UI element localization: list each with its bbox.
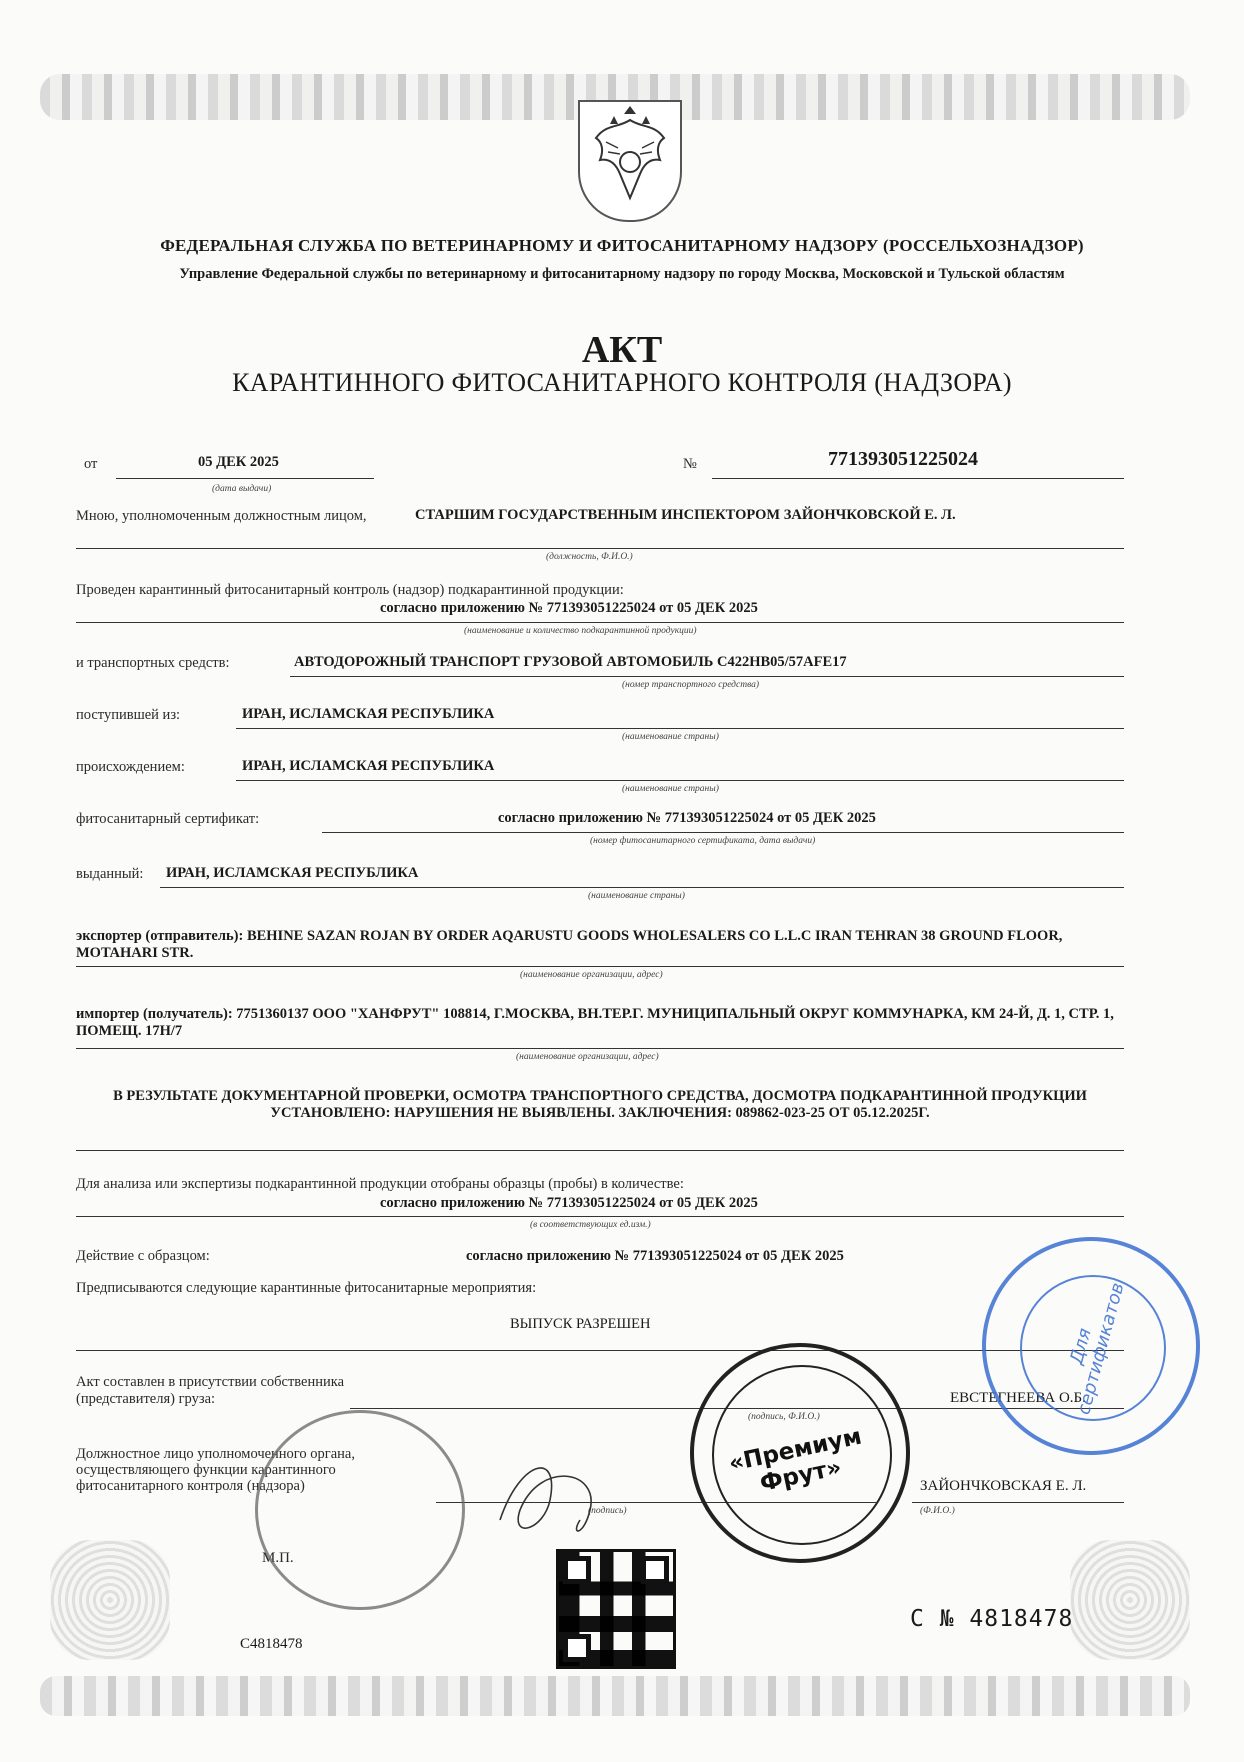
issued-by-underline bbox=[160, 887, 1124, 888]
importer-hint: (наименование организации, адрес) bbox=[516, 1052, 659, 1062]
control-hint: (наименование и количество подкарантинной продукции) bbox=[464, 626, 697, 636]
official-label: Должностное лицо уполномоченного органа, осуществляющего функции карантинного фитосанитарного контроля (надзора) bbox=[76, 1446, 355, 1494]
arrived-from-value: ИРАН, ИСЛАМСКАЯ РЕСПУБЛИКА bbox=[242, 706, 495, 722]
samples-underline bbox=[76, 1216, 1124, 1217]
origin-label: происхождением: bbox=[76, 759, 185, 775]
samples-hint: (в соответствующих ед.изм.) bbox=[530, 1220, 651, 1230]
control-label: Проведен карантинный фитосанитарный контроль (надзор) подкарантинной продукции: bbox=[76, 582, 624, 598]
phyto-cert-hint: (номер фитосанитарного сертификата, дата выдачи) bbox=[590, 836, 816, 846]
sample-action-value: согласно приложению № 771393051225024 от 05 ДЕК 2025 bbox=[466, 1248, 844, 1264]
samples-label: Для анализа или экспертизы подкарантинной продукции отобраны образцы (пробы) в количестве: bbox=[76, 1176, 684, 1192]
qr-finder-bl bbox=[563, 1634, 591, 1662]
number-underline bbox=[712, 478, 1124, 479]
agency-name: ФЕДЕРАЛЬНАЯ СЛУЖБА ПО ВЕТЕРИНАРНОМУ И ФИТОСАНИТАРНОМУ НАДЗОРУ (РОССЕЛЬХОЗНАДЗОР) bbox=[160, 236, 1084, 255]
certification-stamp bbox=[982, 1237, 1200, 1455]
qr-code bbox=[556, 1549, 676, 1669]
origin-hint: (наименование страны) bbox=[622, 784, 719, 794]
ornament-corner-right bbox=[1070, 1540, 1190, 1660]
ornament-corner-left bbox=[50, 1540, 170, 1660]
qr-finder-tr bbox=[641, 1556, 669, 1584]
official-name-hint: (Ф.И.О.) bbox=[920, 1506, 955, 1516]
issue-date: 05 ДЕК 2025 bbox=[198, 454, 279, 470]
document-subtitle: КАРАНТИННОГО ФИТОСАНИТАРНОГО КОНТРОЛЯ (НАДЗОРА) bbox=[232, 368, 1012, 397]
measures-value: ВЫПУСК РАЗРЕШЕН bbox=[510, 1316, 651, 1332]
transport-label: и транспортных средств: bbox=[76, 655, 230, 671]
serial-right: С № 4818478 bbox=[910, 1606, 1074, 1632]
document-title: АКТ bbox=[581, 329, 663, 371]
from-label: от bbox=[84, 456, 98, 472]
owner-name: ЕВСТЕГНЕЕВА О.Б. bbox=[950, 1390, 1086, 1406]
inspection-result: В РЕЗУЛЬТАТЕ ДОКУМЕНТАРНОЙ ПРОВЕРКИ, ОСМОТРА ТРАНСПОРТНОГО СРЕДСТВА, ДОСМОТРА ПОДКАРАНТИННОЙ ПРОДУКЦИИ УСТАНОВЛЕНО: НАРУШЕНИЯ НЕ ВЫЯВЛЕНЫ. ЗАКЛЮЧЕНИЯ: 089862-023-25 ОТ 05.12.2025Г. bbox=[113, 1088, 1087, 1121]
exporter-value: BEHINE SAZAN ROJAN BY ORDER AQARUSTU GOODS WHOLESALERS CO L.L.C IRAN TEHRAN 38 GROUND FLOOR, MOTAHARI STR. bbox=[76, 928, 1063, 961]
importer-underline bbox=[76, 1048, 1124, 1049]
importer-label: импортер (получатель): bbox=[76, 1006, 233, 1022]
seal-place-label: М.П. bbox=[262, 1550, 294, 1566]
coat-of-arms-emblem bbox=[578, 100, 682, 222]
transport-value: АВТОДОРОЖНЫЙ ТРАНСПОРТ ГРУЗОВОЙ АВТОМОБИЛЬ С422НВ05/57АFE17 bbox=[294, 654, 847, 670]
importer-block bbox=[76, 1006, 1124, 1040]
serial-left: С4818478 bbox=[240, 1636, 303, 1652]
ornament-border-bottom bbox=[40, 1676, 1190, 1716]
official-sign-hint: (подпись) bbox=[588, 1506, 627, 1516]
measures-underline bbox=[76, 1350, 1124, 1351]
sample-action-label: Действие с образцом: bbox=[76, 1248, 210, 1264]
origin-underline bbox=[236, 780, 1124, 781]
act-number: 771393051225024 bbox=[828, 448, 978, 470]
official-signature bbox=[480, 1440, 680, 1550]
exporter-block bbox=[76, 928, 1124, 962]
arrived-from-hint: (наименование страны) bbox=[622, 732, 719, 742]
arrived-from-underline bbox=[236, 728, 1124, 729]
owner-presence-label: Акт составлен в присутствии собственника (представителя) груза: bbox=[76, 1374, 345, 1407]
certification-stamp-text: Для сертификатов bbox=[1066, 1280, 1129, 1417]
qr-finder-tl bbox=[563, 1556, 591, 1584]
exporter-hint: (наименование организации, адрес) bbox=[520, 970, 663, 980]
importer-value: 7751360137 ООО "ХАНФРУТ" 108814, Г.МОСКВА, ВН.ТЕР.Г. МУНИЦИПАЛЬНЫЙ ОКРУГ КОММУНАРКА, КМ 24-Й, Д. 1, СТР. 1, ПОМЕЩ. 17Н/7 bbox=[76, 1006, 1114, 1039]
exporter-label: экспортер (отправитель): bbox=[76, 928, 244, 944]
result-underline bbox=[76, 1150, 1124, 1151]
company-seal-stamp bbox=[690, 1343, 910, 1563]
official-name-underline bbox=[912, 1502, 1124, 1503]
owner-sign-hint: (подпись, Ф.И.О.) bbox=[748, 1412, 820, 1422]
inspection-seal-stamp bbox=[255, 1410, 465, 1610]
inspector-hint: (должность, Ф.И.О.) bbox=[546, 552, 633, 562]
official-name: ЗАЙОНЧКОВСКАЯ Е. Л. bbox=[920, 1478, 1087, 1494]
phyto-cert-underline bbox=[322, 832, 1124, 833]
number-label: № bbox=[683, 456, 697, 472]
issued-by-hint: (наименование страны) bbox=[588, 891, 685, 901]
exporter-underline bbox=[76, 966, 1124, 967]
company-seal-text: «Премиум Фрут» bbox=[726, 1423, 864, 1498]
control-value: согласно приложению № 771393051225024 от 05 ДЕК 2025 bbox=[380, 600, 758, 616]
department-name: Управление Федеральной службы по ветеринарному и фитосанитарному надзору по городу Москва, Московской и Тульской областям bbox=[179, 266, 1065, 282]
transport-hint: (номер транспортного средства) bbox=[622, 680, 760, 690]
inspector-underline bbox=[76, 548, 1124, 549]
phyto-cert-value: согласно приложению № 771393051225024 от 05 ДЕК 2025 bbox=[498, 810, 876, 826]
issued-by-value: ИРАН, ИСЛАМСКАЯ РЕСПУБЛИКА bbox=[166, 865, 419, 881]
arrived-from-label: поступившей из: bbox=[76, 707, 181, 723]
origin-value: ИРАН, ИСЛАМСКАЯ РЕСПУБЛИКА bbox=[242, 758, 495, 774]
control-underline bbox=[76, 622, 1124, 623]
inspector-label: Мною, уполномоченным должностным лицом, bbox=[76, 508, 367, 524]
measures-label: Предписываются следующие карантинные фитосанитарные мероприятия: bbox=[76, 1280, 537, 1296]
inspector-value: СТАРШИМ ГОСУДАРСТВЕННЫМ ИНСПЕКТОРОМ ЗАЙОНЧКОВСКОЙ Е. Л. bbox=[415, 507, 956, 523]
phyto-cert-label: фитосанитарный сертификат: bbox=[76, 811, 260, 827]
date-hint: (дата выдачи) bbox=[212, 484, 272, 494]
samples-value: согласно приложению № 771393051225024 от 05 ДЕК 2025 bbox=[380, 1195, 758, 1211]
transport-underline bbox=[290, 676, 1124, 677]
date-underline bbox=[116, 478, 374, 479]
issued-by-label: выданный: bbox=[76, 866, 144, 882]
